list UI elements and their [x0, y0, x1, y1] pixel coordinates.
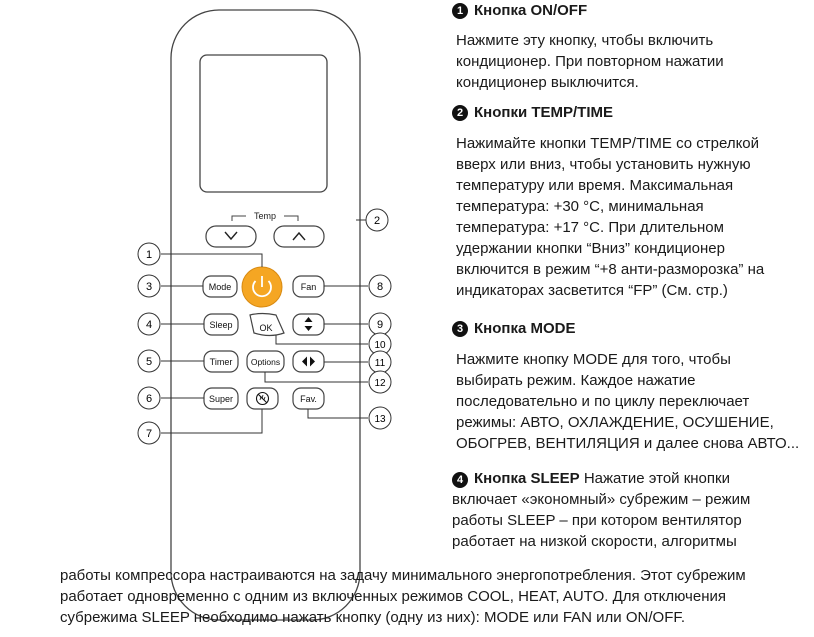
section-2-heading: [452, 104, 613, 122]
svg-text:5: 5: [145, 356, 153, 368]
section-1-text: Нажмите эту кнопку, чтобы включить кондиционер. При повторном нажатии кондиционер выключится.: [456, 32, 724, 91]
timer-label: Timer: [209, 357, 233, 367]
section-2-number: 2: [452, 105, 468, 121]
svg-text:4: 4: [145, 319, 153, 331]
section-4-text: Нажатие этой кнопки включает «экономный» субрежим – режим работы SLEEP – при котором вентилятор работает на низкой скорости, алгоритмы: [452, 470, 751, 550]
section-3-heading: [452, 320, 575, 338]
sleep-button[interactable]: [204, 314, 238, 335]
svg-text:7: 7: [145, 428, 153, 440]
sensor-off-button[interactable]: [247, 388, 278, 409]
fav-label: Fav.: [300, 394, 317, 404]
section-3-text: Нажмите кнопку MODE для того, чтобы выбирать режим. Каждое нажатие последовательно и по циклу переключает режимы: АВТО, ОХЛАЖДЕНИЕ, ОСУШЕНИЕ, ОБОГРЕВ, ВЕНТИЛЯЦИЯ и далее снова АВТО...: [456, 351, 800, 452]
section-4-number: 4: [452, 472, 468, 488]
section-2-text: Нажимайте кнопки TEMP/TIME со стрелкой вверх или вниз, чтобы установить нужную температуру или время. Максимальная температура: +30 °С, минимальная температура: +17 °С. При длительном удержании кнопки “Вниз” кондиционер включится в режим “+8 анти-разморозка” на индикаторах засветится “FP” (См. стр.): [456, 135, 765, 299]
svg-text:1: 1: [145, 249, 153, 261]
svg-text:12: 12: [374, 378, 386, 389]
callout-3: [138, 275, 160, 297]
section-1-heading: [452, 2, 587, 20]
timer-button[interactable]: [204, 351, 238, 372]
leftright-button[interactable]: [293, 351, 324, 372]
remote-display: [200, 55, 327, 192]
mode-button[interactable]: [203, 276, 237, 297]
callout-12: [369, 371, 391, 393]
svg-text:10: 10: [374, 340, 386, 351]
mode-label: Mode: [208, 282, 232, 292]
bottom-text: работы компрессора настраиваются на задачу минимального энергопотребления. Этот субрежим работает одновременно с одним из включенных режимов COOL, HEAT, AUTO. Для отключения субрежима SLEEP необходимо нажать кнопку (одну из них): MODE или FAN или ON/OFF.: [60, 567, 746, 626]
callout-6: [138, 387, 160, 409]
callout-13: [369, 407, 391, 429]
section-1-number: 1: [452, 3, 468, 19]
svg-text:6: 6: [145, 393, 153, 405]
callout-11: [369, 351, 391, 373]
svg-text:11: 11: [374, 358, 386, 369]
ok-label: OK: [259, 323, 273, 333]
svg-text:9: 9: [376, 319, 384, 331]
temp-up-button[interactable]: [274, 226, 324, 247]
temp-down-button[interactable]: [206, 226, 256, 247]
super-button[interactable]: [204, 388, 238, 409]
svg-text:13: 13: [374, 414, 386, 425]
super-label: Super: [208, 394, 234, 404]
power-button[interactable]: [242, 267, 282, 307]
options-button[interactable]: [247, 351, 284, 372]
section-1-title: Кнопка ON/OFF: [474, 2, 588, 19]
callout-2: [366, 209, 388, 231]
section-4-text-block: [452, 468, 808, 552]
svg-text:2: 2: [373, 215, 381, 227]
callout-4: [138, 313, 160, 335]
callout-1: [138, 243, 160, 265]
callout-7: [138, 422, 160, 444]
section-3-title: Кнопка MODE: [474, 320, 576, 337]
callout-8: [369, 275, 391, 297]
updown-button[interactable]: [293, 314, 324, 335]
svg-text:3: 3: [145, 281, 153, 293]
options-label: Options: [250, 357, 281, 367]
section-4-title: Кнопка SLEEP: [474, 470, 580, 487]
fav-button[interactable]: [293, 388, 324, 409]
section-3-number: 3: [452, 321, 468, 337]
svg-text:8: 8: [376, 281, 384, 293]
temp-label: Temp: [253, 211, 277, 221]
fan-label: Fan: [300, 282, 317, 292]
sleep-label: Sleep: [209, 320, 233, 330]
callout-9: [369, 313, 391, 335]
callout-5: [138, 350, 160, 372]
fan-button[interactable]: [293, 276, 324, 297]
section-2-title: Кнопки TEMP/TIME: [474, 104, 613, 121]
